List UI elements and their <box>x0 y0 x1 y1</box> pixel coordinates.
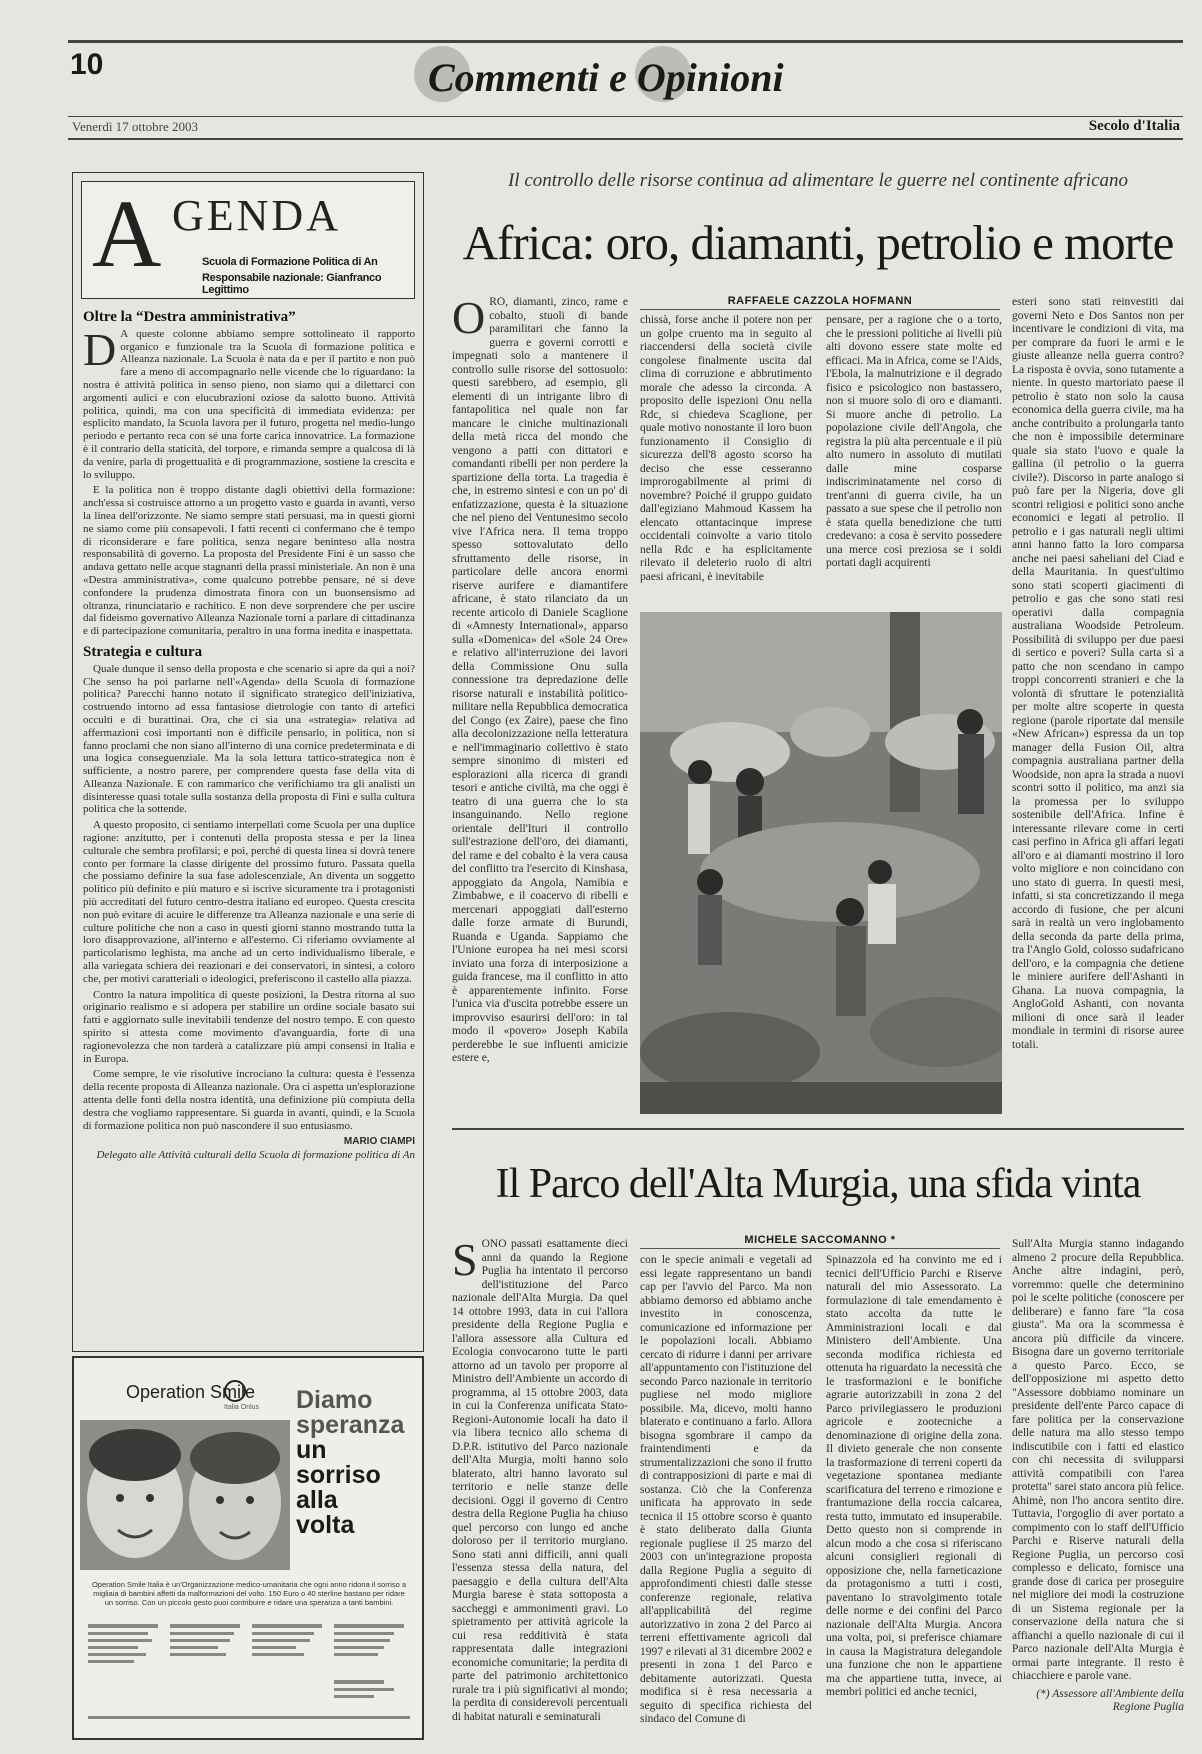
article1-byline: RAFFAELE CAZZOLA HOFMANN <box>640 295 1000 310</box>
article2-title: Il Parco dell'Alta Murgia, una sfida vinta <box>495 1161 1141 1207</box>
page-number: 10 <box>70 48 104 81</box>
ad-slogan-line: alla <box>296 1486 338 1514</box>
agenda-logo-text: GENDA <box>172 191 341 240</box>
newspaper-name: Secolo d'Italia <box>1088 118 1180 134</box>
ad-brand-sub: Italia Onlus <box>224 1404 260 1411</box>
article2-col1 <box>452 1238 628 1738</box>
advertisement <box>72 1356 424 1740</box>
agenda-author-role: Delegato alle Attività culturali della Scuola di formazione politica di An <box>96 1149 415 1162</box>
article2-col4-text: Sull'Alta Murgia stanno indagando almeno 2 procure della Repubblica. Anche altre indagini, però, vorremmo: quelle che determinino poi le scelte politiche (conoscere per deliberare) e fanno fare "la cosa giusta". Ma ora la scommessa è ancora più difficile da vincere. Bisogna dare un governo territoriale a questo Parco. Ecco, se dell'opposizione mi aspetto detto "Assessore dobbiamo nominare un presidente dell'ente Parco capace di fare politica per la conservazione delle natura ma allo stesso tempo indiscutibile con i fatti ed elastico con chi necessita di svilupparsi attività compatibili con l'area protetta" sarei stato ancora più felice. Ahimè, non l'ho ancora sentito dire. Tuttavia, l'orgoglio di aver portato a compimento con lo staff dell'Ufficio Parchi e Riserve naturali della Regione Puglia, un percorso così complesso e delicato, fornisce una grande dose di carica per proseguire nel migliore dei modi la costruzione di un Sistema regionale per la conservazione della natura che si affianchi a quello nazionale di cui il Parco nazionale dell'Alta Murgia è ormai parte integrante. Il resto è chiacchiere e parole vane. <box>1012 1238 1184 1682</box>
issue-date: Venerdì 17 ottobre 2003 <box>72 119 199 134</box>
agenda-logo <box>81 181 415 299</box>
ad-slogan-line: volta <box>296 1511 355 1539</box>
ad-brand: Operation Smile <box>126 1382 256 1402</box>
top-rule <box>68 40 1183 43</box>
article1-col1 <box>452 296 628 1116</box>
ad-slogan-line: speranza <box>296 1411 405 1439</box>
article2-col4 <box>1012 1238 1184 1738</box>
agenda-para: Quale dunque il senso della proposta e che scenario si apre da qui a noi? Che senso ha poi parlarne nell'«Agenda» della Scuola di formazione politica? Parecchi hanno notato il significato strategico dell'iniziativa, costruendo intorno ad essa fantasiose dietrologie con tanto di artefici occulti e di burattinai. Ora, che ci sia una «strategia» relativa ad affermazioni così importanti non è difficile pensarlo, in politica, non si fanno proclami che non siano all'interno di una cornice predeterminata e di una logica conseguenziale. Ma la sola lettura tattico-strategica non è sufficiente, a nostro parere, per comprendere questa fase della vita di Alleanza Nazionale. E con rammarico che verifichiamo tra gli analisti un disinteresse quasi totale sulla sostanza della proposta di Fini e sulla cultura politica che la sottende. <box>83 662 415 816</box>
agenda-para: E la politica non è troppo distante dagli obiettivi della formazione: anch'essa si costruisce attorno a un progetto vasto e guarda in avanti, verso la linea dell'orizzonte. Ne siamo sempre stati persuasi, ma in questi giorni ne siamo come più consapevoli. I fatti recenti ci confermano che è tempo di riconsiderare e fare politica, senza negare beninteso alla nostra responsabilità di governo. La proposta del Presidente Fini è un sasso che andava gettato nelle acque stagnanti della prassi ministeriale. An non è una «Destra amministrativa», come qualcuno potrebbe pensare, né si deve confondere la prudenza dimostrata finora con un buonsensismo ad oltranza, rinunciatario e rachitico. E non deve sorprendere che per uscire dal fideismo governativo Alleanza Nazionale torni a parlare di cittadinanza e di partecipazione comunitaria, peraltro in una forma inedita e inaspettata. <box>83 484 415 638</box>
section-title <box>400 44 850 106</box>
africa-photo <box>640 612 1002 1114</box>
article1-col3: pensare, per a ragione che o a torto, che le pressioni politiche ai livelli più alti dovono essere state molte ed efficaci. Ma in Africa, come se l'Aids, l'Ebola, la malnutrizione e il degrado fisico e psicologico non bastassero, non si muore solo di oro e diamanti. Si muore anche di petrolio. La popolazione civile dell'Angola, che registra la più alta percentuale e il più alto numero in assoluto di mutilati dalle mine cosparse indiscriminatamente nel corso di trent'anni di guerra civile, ha un passato a sue spese che il petrolio non è stata quella benedizione che tutti credevano: a cosa è servito possedere una merce così preziosa se i soldi portati dagli acquirenti <box>826 314 1002 569</box>
agenda-para: Come sempre, le vie risolutive incrociano la cultura: questa è l'essenza della recente proposta di Alleanza nazionale. Ora ci aspetta un'esplorazione attenta delle fonti della nostra identità, una definizione più compiuta della destra che vogliamo rappresentare. Si guarda in avanti, quindi, e la Scuola di formazione politica non può nascondere il suo entusiasmo. <box>83 1068 415 1132</box>
agenda-logo-letter: A <box>92 180 162 287</box>
article1-photo <box>640 612 1002 1114</box>
agenda-box <box>72 172 424 1352</box>
article1-col1-text: RO, diamanti, zinco, rame e cobalto, stuoli di bande paramilitari che fanno la guerra e governi corrotti e impegnati solo a mantenere il controllo sulle risorse del sottosuolo: questi sarebbero, ad esempio, gli elementi di un intrigante libro di fantapolitica nel quale non far mancare le ciniche multinazionali della metà ricca del mondo che vengono a patti con dittatori e comandanti ribelli per non perdere la spartizione della torta. La tragedia è che, in estremo sintesi e con un po' di enfatizzazione, questa è la situazione che nel pieno del Ventunesimo secolo vive l'Africa nera. Il tema troppo spesso sottovalutato dello sfruttamento delle risorse, in particolare delle ancora enormi riserve aurifere e diamantifere africane, è stato rilanciato da un recente articolo di Daniele Scaglione di «Amnesty International», apparso sulla «Domenica» del «Sole 24 Ore» e relativo all'interruzione dei lavori della Commissione Onu sulla connessione tra depredazione delle risorse naturali e instabilità politico-militare nella Repubblica democratica del Congo (ex Zaire), paese che fino alla decolonizzazione nella letteratura e nell'immaginario collettivo è stato sempre sinonimo di misteri ed esplorazioni alla ricerca di grandi tesori e antiche civiltà, ma che oggi è teatro di una guerra che lo sta insanguinando. Nello regione orientale dell'Ituri il controllo sull'estrazione dell'oro, dei diamanti, del rame e del cobalto è la vera causa del conflitto tra l'esercito di Kinshasa, appoggiato da Angola, Namibia e Zimbabwe, e il coacervo di ribelli e mercenari appoggiati dall'esterno dalle forze armate di Burundi, Ruanda e Uganda. Sappiamo che l'Unione europea ha nei mesi scorsi inviato una forza di interposizione a guida francese, ma il conflitto in atto è apparentemente infinito. Forse l'unica via d'uscita potrebbe essere un improvviso esaurirsi dell'oro: in tal modo il «povero» Joseph Kabila perderebbe le sue influenti amicizie estere e, <box>452 296 628 1064</box>
ad-slogan-line: Diamo <box>296 1386 373 1414</box>
agenda-body <box>83 305 415 1345</box>
article1-col2: chissà, forse anche il potere non per un golpe cruento ma in seguito al riaccendersi della società civile congolese finalmente uscita dal clima di corruzione e abbrutimento morale che adesso la circonda. A proposito delle ispezioni Onu nella Rdc, si chiedeva Scaglione, per quale motivo nonostante il loro buon funzionamento il Consiglio di sicurezza dell'8 agosto scorso ha deciso che esse cesseranno improrogabilmente al primi di novembre? Poiché il gruppo guidato dall'egiziano Mahmoud Kassem ha elencato ottantacinque imprese occidentali coinvolte a vario titolo nella Rdc e ha esplicitamente rilevato il deleterio ruolo di altri paesi africani, è inevitabile <box>640 314 812 583</box>
ad-slogan <box>296 1388 422 1538</box>
article2-col2: con le specie animali e vegetali ad essi legate rappresentano un bandi cap per l'avvio del Parco. Ma non abbiamo demorso ed abbiamo anche investito in conoscenza, comunicazione ed informazione per le popolazioni locali. Abbiamo cercato di ridurre i danni per arrivare all'appuntamento con l'istituzione del secondo Parco nazionale in territorio pugliese nel modo migliore possibile. Ma, dicevo, molti hanno blaterato e continuano a farlo. Allora bisogna sgombrare il campo da fraintendimenti e da strumentalizzazioni che sono il frutto di contrapposizioni di parte e mai di sostanza. Ciò che la Conferenza unificata ha approvato in sede tecnica il 15 ottobre scorso è quanto è stato deliberato dalla Giunta regionale pugliese il 25 marzo del 2003 con un'integrazione proposta dalla Regione Puglia a seguito di approfondimenti chiesti dalle stesse conferenze regionale, relativa all'applicabilità del regime autorizzativo in zona 2 del Parco ai terreni effettivamente agricoli dal 1997 e rilevati al 31 dicembre 2002 e presenti in zona 1 del Parco e debitamente autorizzati. Questa modifica si è resa necessaria a seguito di specifica richiesta del sindaco del Comune di <box>640 1254 812 1725</box>
ad-body: Operation Smile Italia è un'Organizzazione medico-umanitaria che ogni anno ridona il sorriso a migliaia di bambini affetti da malformazioni del volto. 150 Euro o 40 sterline bastano per ridare un sorriso. Con un piccolo gesto puoi contribuire e ridare una speranza a tanti bambini. <box>91 1580 407 1607</box>
article2-dropcap: S <box>452 1238 478 1285</box>
ad-contacts <box>88 1620 410 1730</box>
article2-footnote: (*) Assessore all'Ambiente della Regione Puglia <box>1036 1687 1184 1713</box>
header-rule-top <box>68 116 1183 117</box>
article2-byline: MICHELE SACCOMANNO * <box>640 1234 1000 1249</box>
header-rule-bottom <box>68 138 1183 140</box>
article1-dropcap: O <box>452 296 486 343</box>
agenda-para: A queste colonne abbiamo sempre sottolineato il rapporto organico e funzionale tra la Scuola di formazione politica e Alleanza nazionale. La Scuola è nata da e per il partito e non può fare a meno di accompagnarlo nelle vicende che lo riguardano: la nostra è attività politica in senso pieno, non siamo qui a dilettarci con argomenti aulici e con elucubrazioni oziose da salotto buono. Attività politica, quindi, ma con una specificità di immediata evidenza: per esplicito mandato, la Scuola lavora per il futuro, progetta nel medio-lungo periodo e pertanto reca con sé una forte carica innovatrice. La formazione è il contrario della staticità, del torpore, e rimanda sempre a qualcosa di là da venire, parla di progettualità e di programmazione, sostiene la crescita e lo sviluppo. <box>83 327 415 481</box>
smile-icon <box>224 1380 246 1402</box>
article1-col4: esteri sono stati reinvestiti dai governi Neto e Dos Santos non per incentivare le condizioni di vita, ma per comprare da fuori le armi e le giuste alleanze nella guerra contro? La risposta è ovvia, sono tutamente a niente. In questo martoriato paese il petrolio è stato non solo la causa economica della guerra civile, ma ha anche contribuito a prolungarla tanto che non è impossibile determinare quale sia stato l'uovo e quale la gallina (il petrolio o la guerra civile?). Discorso in parte analogo si può fare per la Nigeria, dove gli scontri religiosi e politici sono anche economici e legati al petrolio. Il petrolio e i gas naturali negli ultimi anni hanno fatto la loro comparsa anche nei paesi saheliani del Ciad e della Mauritania. In quest'ultimo sono stati scoperti giacimenti di petrolio e gas che sono stati resi operativi dalla compagnia australiana Woodside Petroleum. Possibilità di sviluppo per due paesi di sertico e poveri? Sulla carta sì a patto che non scendano in campo troppi concorrenti stranieri e che la volontà di sfruttare le potenzialità per molte altre scoperte in questa regione (parole riportate dal mensile «New African») espressa da un top manager della Fusion Oil, altra compagnia australiana partner della Woodside, non apra la strada a nuovi scontri sotto il politico, ma anzi sia la promessa per lo sviluppo sostenibile dell'Africa. Infine è interessante rilevare come in certi casi perfino in Africa gli affari legati all'oro e ai diamanti mostrino il loro volto migliore e non coincidano con uno stato di guerra. In questi mesi, infatti, si sta concretizzando il mega accordo di fusione, che per alcuni sarà in realtà un vero inglobamento della seconda da parte della prima, tra l'Anglo Gold, colosso sudafricano dell'oro, e la compagnia che detiene le miniere aurifere dell'Ashanti in Ghana. La nuova compagnia, la AngloGold Ashanti, con novanta milioni di once sarà il leader mondiale in termini di risorse auree totali. <box>1012 296 1184 1051</box>
agenda-subtitle-1: Scuola di Formazione Politica di An <box>202 256 378 268</box>
ad-photo-children <box>80 1420 290 1570</box>
ad-contacts-blocks <box>88 1620 410 1730</box>
article2-top-rule <box>452 1128 1184 1130</box>
agenda-dropcap: D <box>83 323 117 375</box>
ad-slogan-line: un <box>296 1436 327 1464</box>
agenda-heading-2: Strategia e cultura <box>83 643 203 660</box>
agenda-heading-1: Oltre la “Destra amministrativa” <box>83 309 296 325</box>
article2-col1-text: ONO passati esattamente dieci anni da quando la Regione Puglia ha intentato il percorso dell'istituzione del Parco nazionale dell'Alta Murgia. Da quel 14 ottobre 1993, data in cui l'allora presidente della Regione Puglia e l'allora assessore alla Cultura ed Ecologia convocarono tutte le parti attorno ad un tavolo per proporre al Ministro dell'Ambiente un accordo di programma, al 15 ottobre 2003, data in cui la Conferenza unificata Stato-Regioni-Autonomie locali ha dato il via libera tecnico allo schema di D.P.R. istitutivo del Parco nazionale dell'Alta Murgia, molti hanno solo blaterato, altri hanno lavorato sul territorio e nelle stanze delle decisioni. Oggi il governo di Centro destra della Regione Puglia ha chiuso quel percorso con lungo ed anche doloroso per il territorio murgiano. Sono stati anni difficili, anni quali l'essenza stessa della natura, del paesaggio e della cultura dell'Alta Murgia barese è stata sottoposta a saccheggi e ammonimenti gravi. Lo spietramento per attività agricole la cui resa redditività è stata rappresentata dalle integrazioni economiche comunitarie; la perdita di parte del patrimonio architettonico rurale tra i più significativi al mondo; la perdita di considerevoli percentuali di habitat naturali e seminaturali <box>452 1238 628 1723</box>
ad-slogan-line: sorriso <box>296 1461 381 1489</box>
agenda-para: Contro la natura impolitica di queste posizioni, la Destra ritorna al suo originario realismo e si adopera per stabilire un ordine sociale basato sui fatti e aggiornato sulle inevitabili tendenze del nostro tempo. E con questo spirito si attesta come movimento d'avanguardia, forte di una ragionevolezza che non tarderà a catalizzare più ampi consensi in Italia e in Europa. <box>83 988 415 1065</box>
agenda-para: A questo proposito, ci sentiamo interpellati come Scuola per una duplice ragione: anzitutto, per i contenuti della proposta stessa e per la linea culturale che sembra profilarsi; e poi, perché di questa linea si dovrà tenere conto per formare la classe dirigente del prossimo futuro. Passata quella che possiamo definire la sua fase adolescenziale, An diventa un soggetto politico più definito e più maturo e si iscrive sicuramente tra i protagonisti più accreditati del futuro centro-destra italiano ed europeo. Questa crescita non può evitare di acuire le differenze tra Alleanza nazionale e una serie di culture politiche che non a caso in questi giorni stanno mostrando tutta la loro disapprovazione, all'interno e all'esterno. Ci riferiamo ovviamente al particolarismo leghista, ma anche ad un certo individualismo liberale, e alla variegata schiera dei reazionari e dei conservatori, in sintesi, a coloro che, per motivi caratteriali o ideologici, preferiscono il castello alla piazza. <box>83 819 415 985</box>
article2-col3: Spinazzola ed ha convinto me ed i tecnici dell'Ufficio Parchi e Riserve naturali del mio Assessorato. La formulazione di tale emendamento è stato accolta da tutte le Amministrazioni locali e dal Ministero dell'Ambiente. Una seconda modifica richiesta ed ottenuta ha riguardato la necessità che le trasformazioni e le bonifiche agrarie autorizzabili in zona 2 del Parco privilegiassero le produzioni agricole e zootecniche a denominazione di origine della zona. Il divieto generale che non consente la trasformazione di terreni coperti da vegetazione spontanea mediante scarificatura del terreno e rimozione e frantumazione della roccia calcarea, resta tutto, immutato ed insuperabile. Detto questo non si comprende in alcun modo a che cosa si riferiscano alcuni consiglieri regionali di opposizione che, nella farneticazione da protagonismo a tutti i costi, paventano lo stravolgimento totale delle norme e dei confini del Parco nazionale dell'Alta Murgia. Ancora una volta, poi, si preferisce chiamare in causa la Magistratura delegandole una funzione che non le appartiene ma che appartiene tutta, invece, ai membri politici ed anche tecnici, <box>826 1254 1002 1698</box>
article1-title: Africa: oro, diamanti, petrolio e morte <box>462 215 1174 270</box>
ad-photo <box>80 1420 290 1570</box>
agenda-author: MARIO CIAMPI <box>343 1136 415 1148</box>
section-title-text: Commenti e Opinioni <box>428 55 784 100</box>
agenda-subtitle-2: Responsabile nazionale: Gianfranco Legittimo <box>202 272 382 296</box>
article1-kicker: Il controllo delle risorse continua ad alimentare le guerre nel continente africano <box>507 170 1129 191</box>
